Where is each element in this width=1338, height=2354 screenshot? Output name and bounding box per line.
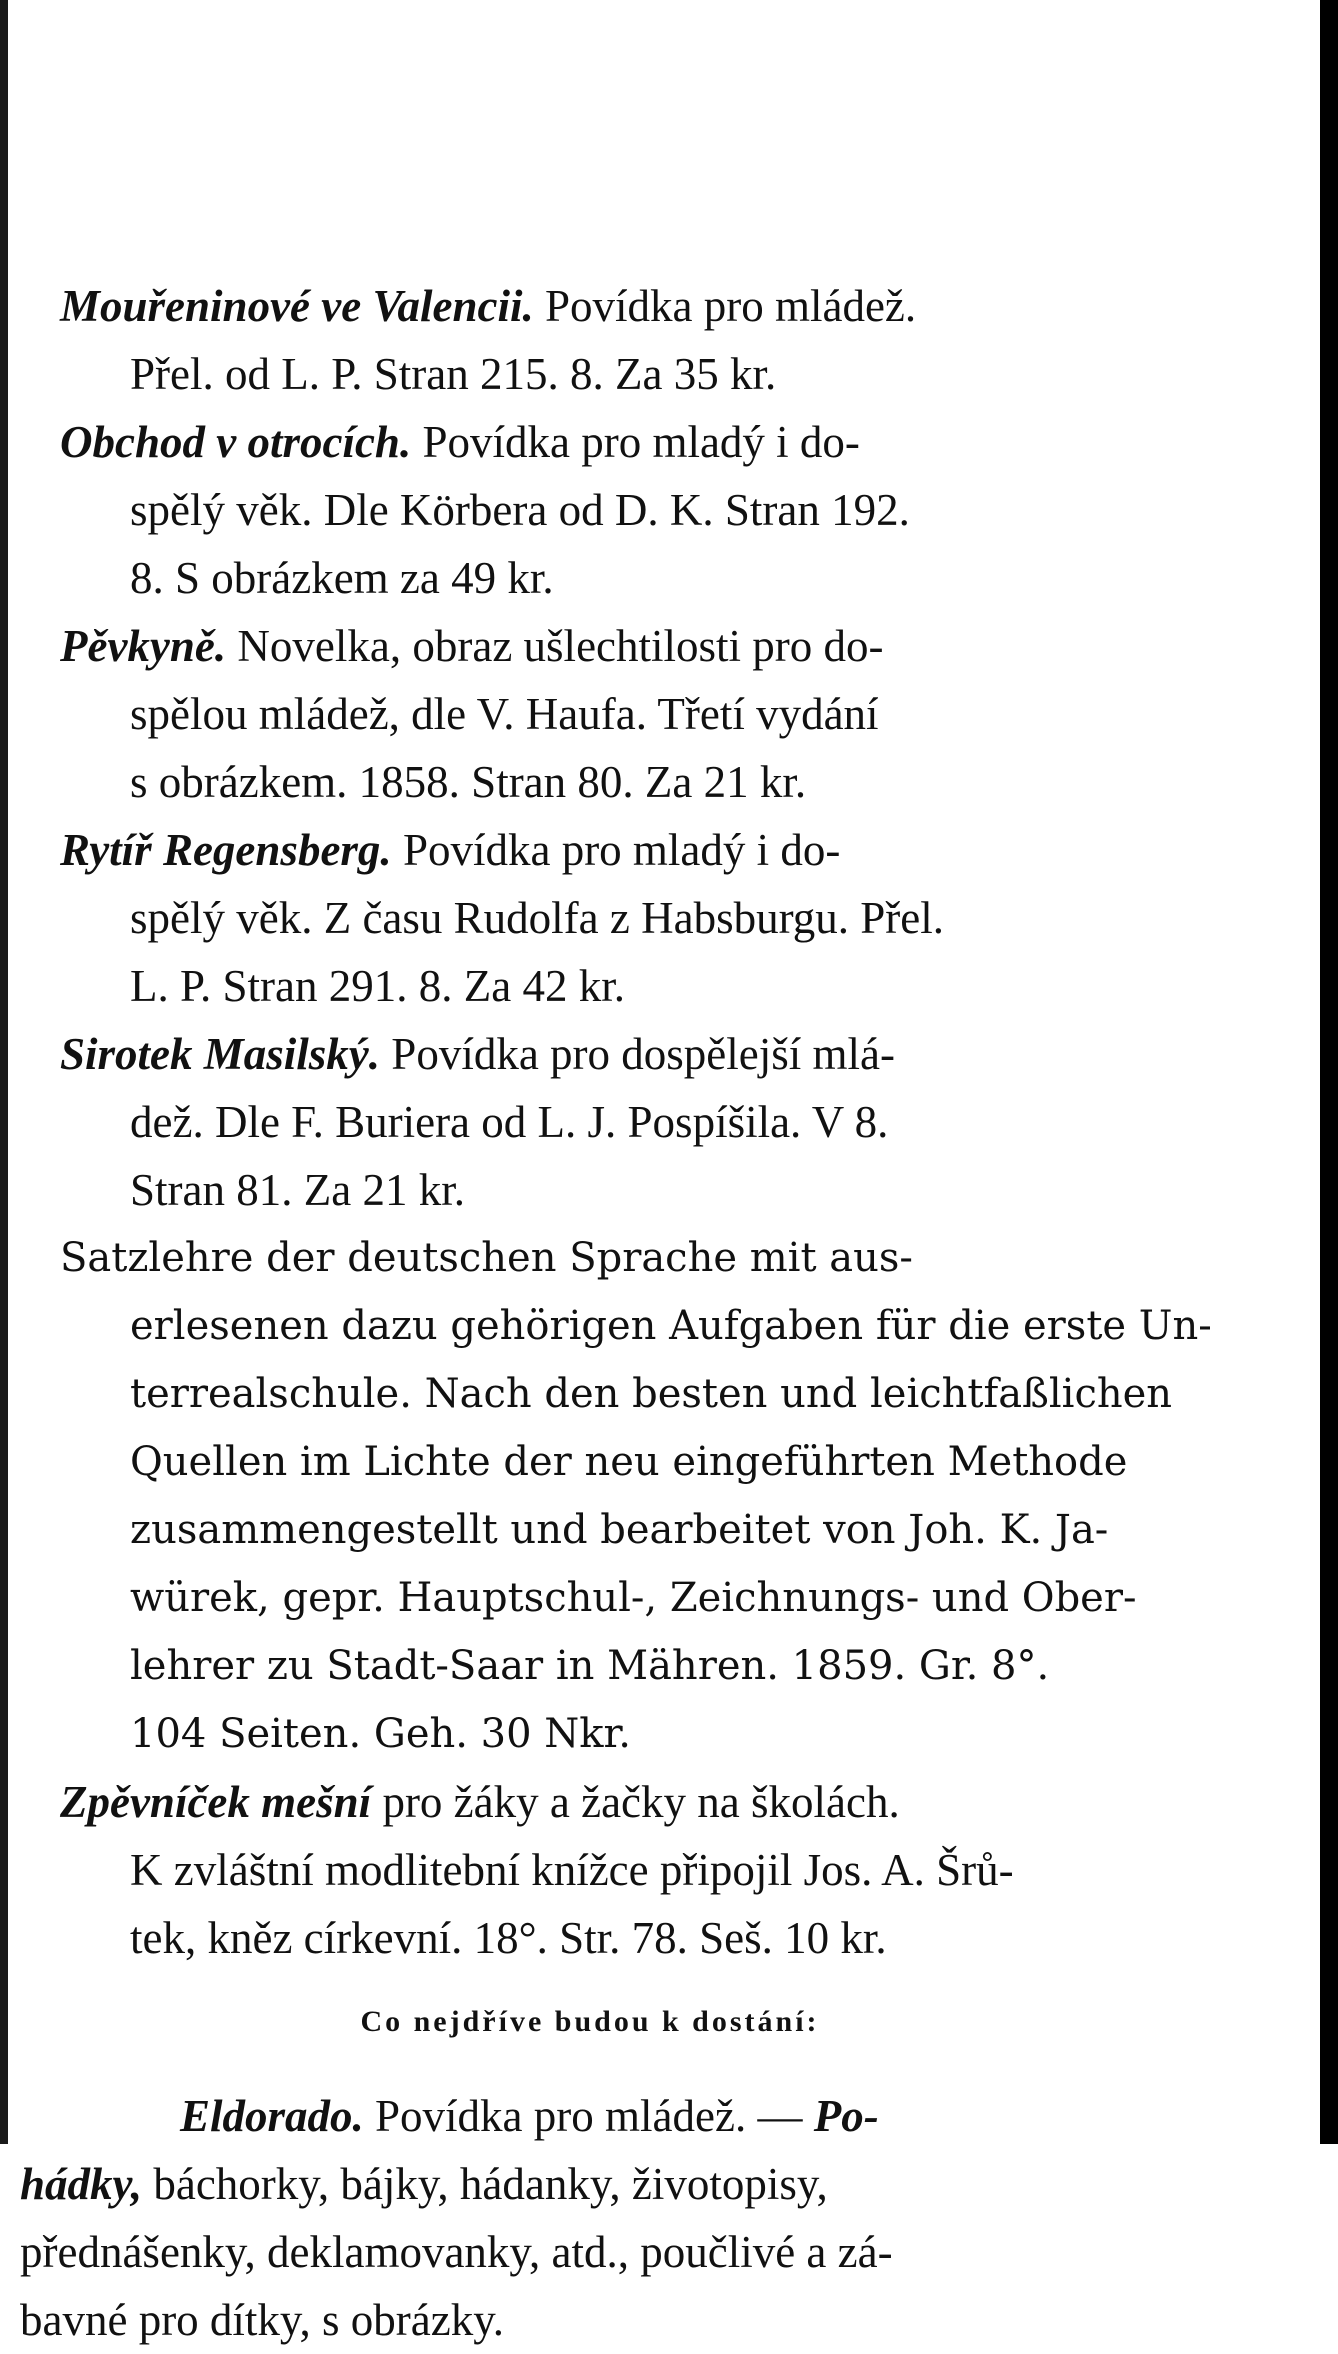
- entry-text: pro žáky a žačky na školách.: [371, 1777, 900, 1827]
- entry-title: Po-: [813, 2091, 879, 2141]
- entry-text: dež. Dle F. Buriera od L. J. Pospíšila. V 8.: [130, 1097, 889, 1147]
- page-edge-right: [1320, 0, 1338, 2144]
- entry-title: Obchod v otrocích.: [60, 417, 412, 467]
- entry-text: Přel. od L. P. Stran 215. 8. Za 35 kr.: [130, 349, 777, 399]
- catalog-entry-obchod: [60, 408, 1120, 612]
- entry-text: báchorky, bájky, hádanky, životopisy,: [142, 2159, 828, 2209]
- entry-text: 104 Seiten. Geh. 30 Nkr.: [130, 1711, 631, 1757]
- entry-text: L. P. Stran 291. 8. Za 42 kr.: [130, 961, 625, 1011]
- entry-text: terrealschule. Nach den besten und leichtfaßlichen: [130, 1371, 1173, 1417]
- entry-text: přednášenky, deklamovanky, atd., poučlivé a zá-: [20, 2227, 893, 2277]
- entry-text: würek, gepr. Hauptschul-, Zeichnungs- und Ober-: [130, 1575, 1137, 1621]
- entry-text: Povídka pro dospělejší mlá-: [380, 1029, 895, 1079]
- entry-title: hádky,: [20, 2159, 143, 2209]
- entry-text: K zvláštní modlitební knížce připojil Jos. A. Šrů-: [130, 1845, 1014, 1895]
- entry-text: Povídka pro mladý i do-: [391, 825, 841, 875]
- entry-text: spělý věk. Dle Körbera od D. K. Stran 192.: [130, 485, 910, 535]
- catalog-list: [20, 272, 1212, 2354]
- entry-text: 8. S obrázkem za 49 kr.: [130, 553, 554, 603]
- catalog-entry-rytir: [60, 816, 1120, 1020]
- entry-text: lehrer zu Stadt-Saar in Mähren. 1859. Gr. 8°.: [130, 1643, 1050, 1689]
- entry-title: Rytíř Regensberg.: [60, 825, 392, 875]
- entry-title: Mouřeninové ve Valencii.: [60, 281, 534, 331]
- entry-title: Sirotek Masilský.: [60, 1029, 381, 1079]
- entry-text: Stran 81. Za 21 kr.: [130, 1165, 465, 1215]
- catalog-entry-moureninove: [60, 272, 1120, 408]
- entry-text: Quellen im Lichte der neu eingeführten Methode: [130, 1439, 1128, 1485]
- entry-text: s obrázkem. 1858. Stran 80. Za 21 kr.: [130, 757, 807, 807]
- forthcoming-text: [20, 2082, 1120, 2354]
- entry-text: Povídka pro mládež. —: [363, 2091, 814, 2141]
- entry-text: bavné pro dítky, s obrázky.: [20, 2295, 505, 2345]
- entry-text: zusammengestellt und bearbeitet von Joh. K. Ja-: [130, 1507, 1109, 1553]
- catalog-entry-sirotek: [60, 1020, 1120, 1224]
- entry-text: tek, kněz církevní. 18°. Str. 78. Seš. 10 kr.: [130, 1913, 887, 1963]
- entry-text: Satzlehre der deutschen Sprache mit aus-: [60, 1235, 913, 1281]
- catalog-entry-zpevnicek: [60, 1768, 1120, 1972]
- entry-text: Povídka pro mladý i do-: [411, 417, 860, 467]
- entry-text: erlesenen dazu gehörigen Aufgaben für die erste Un-: [130, 1303, 1212, 1349]
- catalog-entry-pevkyne: [60, 612, 1120, 816]
- catalog-entry-satzlehre: [60, 1224, 1212, 1768]
- entry-title: Eldorado.: [180, 2091, 364, 2141]
- entry-text: Povídka pro mládež.: [533, 281, 917, 331]
- entry-title: Zpěvníček mešní: [60, 1777, 372, 1827]
- entry-text: Novelka, obraz ušlechtilosti pro do-: [226, 621, 884, 671]
- entry-text: spělý věk. Z času Rudolfa z Habsburgu. Přel.: [130, 893, 944, 943]
- entry-title: Pěvkyně.: [60, 621, 227, 671]
- document-page: [20, 0, 1318, 2345]
- entry-text: spělou mládež, dle V. Haufa. Třetí vydání: [130, 689, 879, 739]
- forthcoming-heading: Co nejdříve budou k dostání:: [360, 2005, 820, 2038]
- page-edge-left: [0, 0, 8, 2144]
